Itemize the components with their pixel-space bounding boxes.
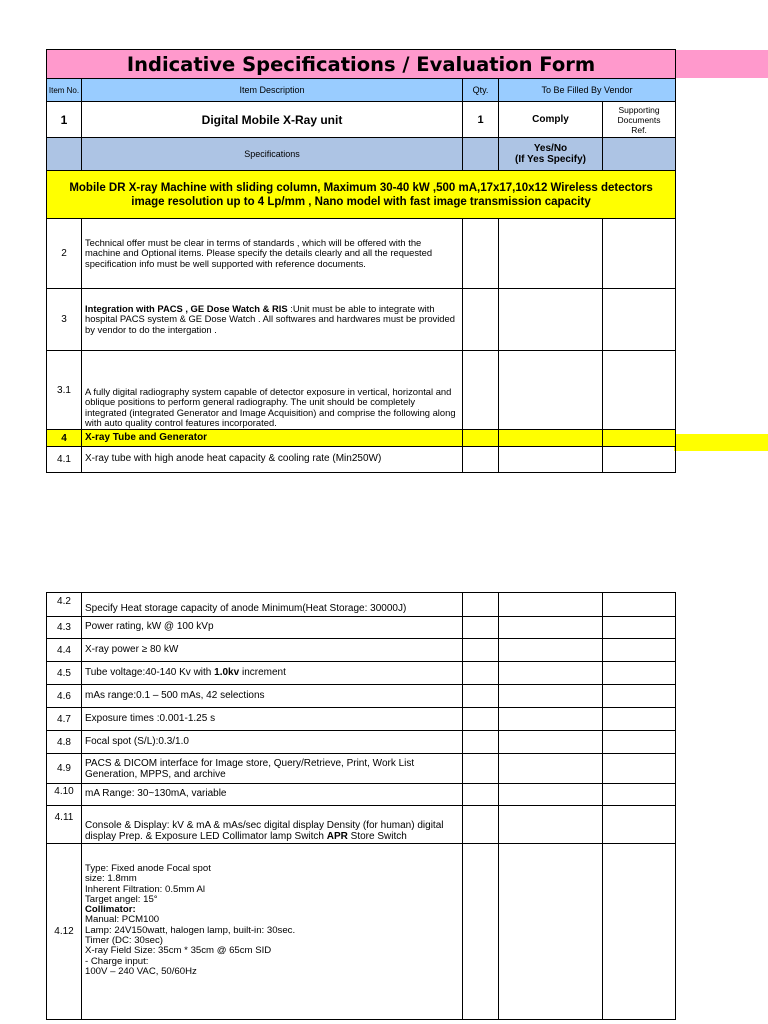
row-qty-cell[interactable] — [463, 685, 499, 708]
table-row — [47, 351, 676, 430]
row-docs-cell[interactable] — [603, 289, 676, 351]
spec-header-docs-blank — [603, 138, 676, 171]
spec-line: Lamp: 24V150watt, halogen lamp, built-in: 30sec. — [85, 924, 296, 936]
row-description — [82, 289, 463, 351]
spec-header-specifications: Specifications — [82, 138, 463, 171]
table-row — [47, 844, 676, 1020]
row-description: Technical offer must be clear in terms of standards , which will be offered with the machine and Optional items. Please specify the details clearly and all the requested specification info must be well supported with reference documents. — [82, 219, 463, 289]
row-docs-cell[interactable] — [603, 806, 676, 844]
row-docs-cell[interactable] — [603, 662, 676, 685]
header-vendor: To Be Filled By Vendor — [499, 79, 676, 102]
row-qty-cell[interactable] — [463, 219, 499, 289]
supporting-docs-header: Supporting Documents Ref. — [603, 102, 676, 138]
row-item-no: 4.3 — [47, 617, 82, 639]
banner-line-2: image resolution up to 4 Lp/mm , Nano model with fast image transmission capacity — [131, 195, 591, 208]
row-description-bold: Integration with PACS , GE Dose Watch & RIS — [85, 303, 288, 315]
row-docs-cell[interactable] — [603, 617, 676, 639]
section-docs-cell — [603, 430, 676, 447]
spec-header-blank — [47, 138, 82, 171]
yes-no-label: Yes/No — [533, 143, 568, 154]
spec-line: - Charge input: — [85, 955, 149, 967]
spec-line: Target angel: 15° — [85, 893, 158, 905]
table-row — [47, 662, 676, 685]
row-qty-cell[interactable] — [463, 639, 499, 662]
spec-line: Inherent Filtration: 0.5mm Al — [85, 883, 205, 895]
row-description-b: increment — [239, 666, 286, 678]
spec-line: Type: Fixed anode Focal spot — [85, 863, 211, 874]
row-qty-cell[interactable] — [463, 617, 499, 639]
row-comply-cell[interactable] — [499, 784, 603, 806]
form-title: Indicative Specifications / Evaluation Form — [47, 50, 676, 79]
spec-table-top — [46, 49, 676, 473]
row-description-multiline — [82, 844, 463, 1020]
row-docs-cell[interactable] — [603, 844, 676, 1020]
row-item-no: 3 — [47, 289, 82, 351]
table-row — [47, 806, 676, 844]
row-comply-cell[interactable] — [499, 219, 603, 289]
row-docs-cell[interactable] — [603, 593, 676, 617]
section-title: X-ray Tube and Generator — [82, 430, 463, 447]
table-row — [47, 289, 676, 351]
row-comply-cell[interactable] — [499, 806, 603, 844]
row-item-no: 4.7 — [47, 708, 82, 731]
row-description: X-ray tube with high anode heat capacity & cooling rate (Min250W) — [82, 447, 463, 473]
row-comply-cell[interactable] — [499, 685, 603, 708]
row-item-no: 3.1 — [47, 351, 82, 430]
table-row — [47, 754, 676, 784]
row-comply-cell[interactable] — [499, 351, 603, 430]
row-qty-cell[interactable] — [463, 593, 499, 617]
section-qty-cell — [463, 430, 499, 447]
header-item-no: Item No. — [47, 79, 82, 102]
table-row — [47, 784, 676, 806]
table-row — [47, 639, 676, 662]
row-item-no: 4.4 — [47, 639, 82, 662]
spec-line: size: 1.8mm — [85, 873, 137, 885]
row-docs-cell[interactable] — [603, 731, 676, 754]
row-qty-cell[interactable] — [463, 806, 499, 844]
row-item-no: 4.1 — [47, 447, 82, 473]
table-row — [47, 708, 676, 731]
row-comply-cell[interactable] — [499, 662, 603, 685]
row-qty-cell[interactable] — [463, 447, 499, 473]
row-qty-cell[interactable] — [463, 708, 499, 731]
row-comply-cell[interactable] — [499, 708, 603, 731]
row-item-no: 4.12 — [47, 844, 82, 1020]
table-row — [47, 617, 676, 639]
banner-line-1: Mobile DR X-ray Machine with sliding column, Maximum 30-40 kW ,500 mA,17x17,10x12 Wireless detectors — [69, 181, 653, 194]
row-qty-cell[interactable] — [463, 754, 499, 784]
row-description: Exposure times :0.001-1.25 s — [82, 708, 463, 731]
spec-line: X-ray Field Size: 35cm * 35cm @ 65cm SID — [85, 945, 272, 957]
row-description: mAs range:0.1 – 500 mAs, 42 selections — [82, 685, 463, 708]
row-description-bold: APR — [326, 831, 348, 842]
spec-header-yes-no — [499, 138, 603, 171]
row-description-bold: 1.0kv — [214, 666, 240, 678]
row-docs-cell[interactable] — [603, 351, 676, 430]
row-item-no: 4.11 — [47, 806, 82, 844]
row-docs-cell[interactable] — [603, 447, 676, 473]
if-yes-label: (If Yes Specify) — [515, 154, 586, 165]
row-item-no: 4.10 — [47, 784, 82, 806]
row-item-no: 4.2 — [47, 593, 82, 617]
row-description: Power rating, kW @ 100 kVp — [82, 617, 463, 639]
product-description: Digital Mobile X-Ray unit — [82, 102, 463, 138]
table-row — [47, 731, 676, 754]
row-comply-cell[interactable] — [499, 844, 603, 1020]
row-description-a: Tube voltage:40-140 Kv with — [85, 666, 215, 678]
spec-line: Manual: PCM100 — [85, 914, 160, 926]
product-item-no: 1 — [47, 102, 82, 138]
row-qty-cell[interactable] — [463, 784, 499, 806]
row-qty-cell[interactable] — [463, 289, 499, 351]
table-row — [47, 447, 676, 473]
row-qty-cell[interactable] — [463, 731, 499, 754]
section-band-extension — [674, 434, 768, 451]
row-description-rest: :Unit must be able to integrate with hospital PACS system & GE Dose Watch . All softwares and hardwares must be provided by vendor to do the intergation . — [85, 303, 455, 335]
row-comply-cell[interactable] — [499, 593, 603, 617]
row-comply-cell[interactable] — [499, 639, 603, 662]
row-docs-cell[interactable] — [603, 219, 676, 289]
row-docs-cell[interactable] — [603, 754, 676, 784]
row-comply-cell[interactable] — [499, 731, 603, 754]
row-docs-cell[interactable] — [603, 708, 676, 731]
row-description: X-ray power ≥ 80 kW — [82, 639, 463, 662]
title-band-extension — [674, 50, 768, 78]
row-qty-cell[interactable] — [463, 662, 499, 685]
row-description: PACS & DICOM interface for Image store, Query/Retrieve, Print, Work List Generation, MPPS, and archive — [82, 754, 463, 784]
row-item-no: 4.9 — [47, 754, 82, 784]
row-description: A fully digital radiography system capable of detector exposure in vertical, horizontal and oblique positions to perform general radiography. The unit should be completely integrated (integrated Generator and Image Acquisition) and comprise the following along with auto quality control features incorporated. — [82, 351, 463, 430]
row-comply-cell[interactable] — [499, 289, 603, 351]
spacer — [85, 848, 459, 864]
row-item-no: 4.5 — [47, 662, 82, 685]
row-item-no: 2 — [47, 219, 82, 289]
section-comply-cell — [499, 430, 603, 447]
row-description: mA Range: 30~130mA, variable — [82, 784, 463, 806]
spec-table-bottom — [46, 592, 676, 1020]
comply-header: Comply — [499, 102, 603, 138]
row-qty-cell[interactable] — [463, 351, 499, 430]
row-comply-cell[interactable] — [499, 617, 603, 639]
row-item-no: 4.8 — [47, 731, 82, 754]
row-docs-cell[interactable] — [603, 685, 676, 708]
row-docs-cell[interactable] — [603, 784, 676, 806]
spec-line-collimator: Collimator: — [85, 904, 136, 916]
machine-banner — [47, 171, 676, 219]
row-qty-cell[interactable] — [463, 844, 499, 1020]
table-row — [47, 219, 676, 289]
table-row — [47, 685, 676, 708]
spec-header-qty-blank — [463, 138, 499, 171]
row-description-a: Console & Display: kV & mA & mAs/sec digital display Density (for human) digital display Prep. & Exposure LED Collimator lamp Switch — [85, 820, 444, 842]
product-qty: 1 — [463, 102, 499, 138]
table-row — [47, 593, 676, 617]
row-description: Focal spot (S/L):0.3/1.0 — [82, 731, 463, 754]
row-description-b: Store Switch — [347, 831, 407, 842]
spec-line: Timer (DC: 30sec) — [85, 935, 164, 947]
row-description: Specify Heat storage capacity of anode Minimum(Heat Storage: 30000J) — [82, 593, 463, 617]
row-description — [82, 806, 463, 844]
header-item-description: Item Description — [82, 79, 463, 102]
row-description — [82, 662, 463, 685]
section-item-no: 4 — [47, 430, 82, 447]
header-qty: Qty. — [463, 79, 499, 102]
row-docs-cell[interactable] — [603, 639, 676, 662]
spec-line: 100V – 240 VAC, 50/60Hz — [85, 965, 197, 977]
row-item-no: 4.6 — [47, 685, 82, 708]
row-comply-cell[interactable] — [499, 754, 603, 784]
table-row-section — [47, 430, 676, 447]
row-comply-cell[interactable] — [499, 447, 603, 473]
